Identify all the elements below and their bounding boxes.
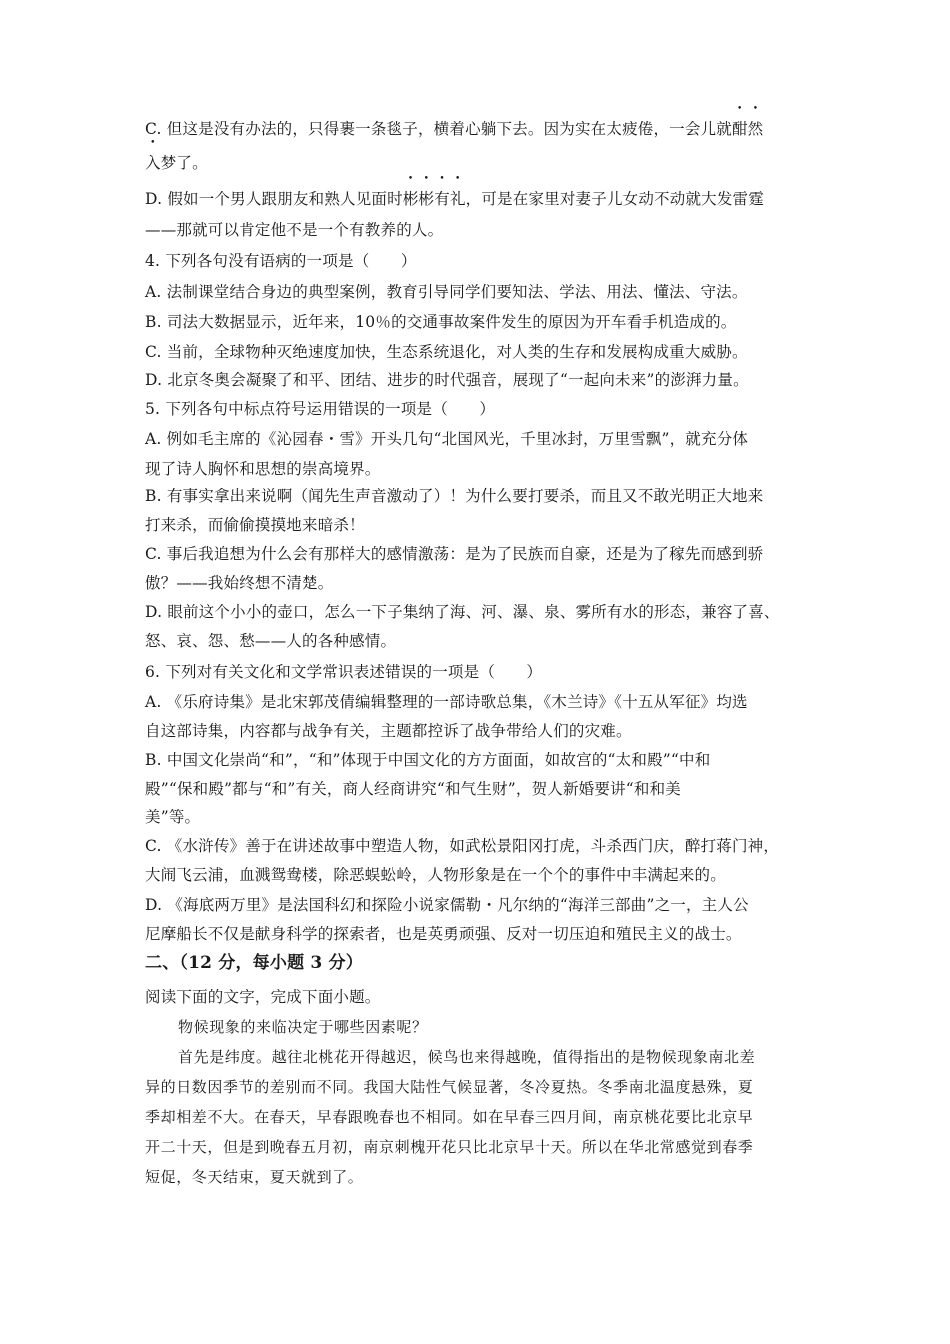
option-5c-line2: 傲？——我始终想不清楚。 xyxy=(145,574,334,592)
option-6c-line1: C. 《水浒传》善于在讲述故事中塑造人物，如武松景阳冈打虎，斗杀西门庆，醉打蒋门神， xyxy=(145,837,780,855)
option-5d-line1: D. 眼前这个小小的壶口，怎么一下子集纳了海、河、瀑、泉、雾所有水的形态，兼容了喜、 xyxy=(145,603,780,621)
option-6d-line2: 尼摩船长不仅是献身科学的探索者，也是英勇顽强、反对一切压迫和殖民主义的战士。 xyxy=(145,925,742,943)
emphasis-dot-char: 有 xyxy=(434,190,450,208)
option-3d-line2: ——那就可以肯定他不是一个有教养的人。 xyxy=(145,221,444,239)
dotted-word-ru xyxy=(145,154,161,172)
emphasis-dot-char: 入 xyxy=(145,154,161,172)
passage-line-3: 异的日数因季节的差别而不同。我国大陆性气候显著，冬冷夏热。冬季南北温度悬殊，夏 xyxy=(145,1078,754,1096)
dotted-word-binbinyouli xyxy=(403,190,466,208)
reading-instruction: 阅读下面的文字，完成下面小题。 xyxy=(145,988,381,1006)
passage-line-6: 短促，冬天结束，夏天就到了。 xyxy=(145,1168,364,1186)
passage-line-2: 首先是纬度。越往北桃花开得越迟，候鸟也来得越晚，值得指出的是物候现象南北差 xyxy=(178,1048,756,1066)
option-5c-line1: C. 事后我追想为什么会有那样大的感情激荡：是为了民族而自豪，还是为了稼先而感到骄 xyxy=(145,545,764,563)
option-6b-line1: B. 中国文化崇尚“和”，“和”体现于中国文化的方方面面，如故宫的“太和殿”“中和 xyxy=(145,751,711,769)
emphasis-dot-char: 酣 xyxy=(731,120,748,138)
option-3d-text-a: D. 假如一个男人跟朋友和熟人见面时 xyxy=(145,190,403,208)
question-5: 5. 下列各句中标点符号运用错误的一项是（ ） xyxy=(145,400,496,418)
option-4d: D. 北京冬奥会凝聚了和平、团结、进步的时代强音，展现了“一起向未来”的澎湃力量。 xyxy=(145,371,749,389)
option-5b-line2: 打来杀，而偷偷摸摸地来暗杀！ xyxy=(145,516,365,534)
emphasis-dot-char: 礼 xyxy=(449,190,466,208)
option-3c-line2 xyxy=(145,152,825,174)
passage-line-1: 物候现象的来临决定于哪些因素呢？ xyxy=(178,1018,428,1036)
option-6b-line3: 美”等。 xyxy=(145,808,201,826)
emphasis-dot-char: 然 xyxy=(747,120,764,138)
option-3d-line1 xyxy=(145,188,825,210)
option-5a-line2: 现了诗人胸怀和思想的崇高境界。 xyxy=(145,460,381,478)
emphasis-dot-char: 彬 xyxy=(402,190,419,208)
question-6: 6. 下列对有关文化和文学常识表述错误的一项是（ ） xyxy=(145,663,543,681)
section-heading-2: 二、（12 分，每小题 3 分） xyxy=(145,953,363,973)
emphasis-dot-char: 彬 xyxy=(418,190,435,208)
option-3c-text-cont: 梦了。 xyxy=(160,154,208,172)
option-3c-line1 xyxy=(145,118,825,140)
option-5b-line1: B. 有事实拿出来说啊（闻先生声音激动了）！为什么要打要杀，而且又不敢光明正大地来 xyxy=(145,487,764,505)
option-5a-line1: A. 例如毛主席的《沁园春・雪》开头几句“北国风光，千里冰封，万里雪飘”，就充分体 xyxy=(145,430,749,448)
option-3c-text: C. 但这是没有办法的，只得裹一条毯子，横着心躺下去。因为实在太疲倦，一会儿就 xyxy=(145,120,732,138)
passage-line-5: 开二十天，但是到晚春五月初，南京刺槐开花只比北京早十天。所以在华北常感觉到春季 xyxy=(145,1138,754,1156)
option-4a: A. 法制课堂结合身边的典型案例，教育引导同学们要知法、学法、用法、懂法、守法。 xyxy=(145,283,748,301)
option-6c-line2: 大闹飞云浦，血溅鸳鸯楼，除恶蜈蚣岭，人物形象是在一个个的事件中丰满起来的。 xyxy=(145,866,726,884)
option-6d-line1: D. 《海底两万里》是法国科幻和探险小说家儒勒・凡尔纳的“海洋三部曲”之一，主人公 xyxy=(145,896,749,914)
option-4b: B. 司法大数据显示，近年来，10％的交通事故案件发生的原因为开车看手机造成的。 xyxy=(145,313,737,331)
option-6a-line1: A. 《乐府诗集》是北宋郭茂倩编辑整理的一部诗歌总集，《木兰诗》《十五从军征》均选 xyxy=(145,693,748,711)
question-4: 4. 下列各句没有语病的一项是（ ） xyxy=(145,252,417,270)
dotted-word-hanran xyxy=(732,120,763,138)
passage-line-4: 季却相差不大。在春天，早春跟晚春也不相同。如在早春三四月间，南京桃花要比北京早 xyxy=(145,1108,754,1126)
option-5d-line2: 怒、哀、怨、愁——人的各种感情。 xyxy=(145,632,397,650)
option-4c: C. 当前，全球物种灭绝速度加快，生态系统退化，对人类的生存和发展构成重大威胁。 xyxy=(145,343,748,361)
option-6a-line2: 自这部诗集，内容都与战争有关，主题都控诉了战争带给人们的灾难。 xyxy=(145,722,632,740)
option-6b-line2: 殿”“保和殿”都与“和”有关，商人经商讲究“和气生财”，贺人新婚要讲“和和美 xyxy=(145,780,681,798)
option-3d-text-b: ，可是在家里对妻子儿女动不动就大发雷霆 xyxy=(465,190,764,208)
